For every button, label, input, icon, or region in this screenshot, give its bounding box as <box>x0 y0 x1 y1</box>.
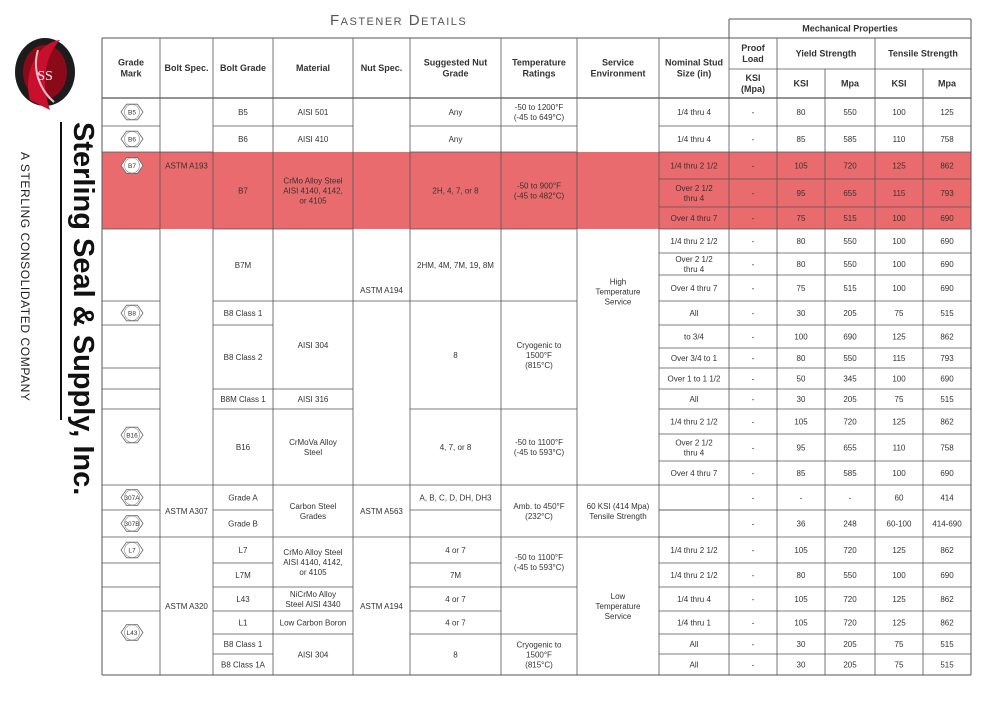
size-cell-13: 1/4 thru 2 1/2 <box>670 417 718 427</box>
nut-grade-l-b8: 8 <box>453 650 458 660</box>
grade-mark-l43: L43 <box>126 630 138 637</box>
tensile-ksi-13: 125 <box>892 417 906 427</box>
size-cell-12: All <box>689 394 699 404</box>
nut-grade-b5: Any <box>448 107 463 117</box>
bolt-grade-b5: B5 <box>238 107 248 117</box>
size-cell-0: 1/4 thru 4 <box>677 107 711 117</box>
size-cell-6: Over 2 1/2 thru 4 <box>675 254 713 274</box>
yield-mpa-12: 205 <box>843 395 857 404</box>
tensile-mpa-0: 125 <box>940 108 954 117</box>
bolt-grade-b: Grade B <box>228 519 258 529</box>
grade-mark-b7: B7 <box>128 163 136 170</box>
tensile-ksi-3: 115 <box>892 189 906 198</box>
yield-ksi-23: 30 <box>796 660 806 670</box>
proof-load-17: - <box>751 519 755 529</box>
bolt-grade-l43: L43 <box>236 594 250 604</box>
tensile-ksi-20: 125 <box>892 595 906 604</box>
bolt-grade-l7m: L7M <box>235 570 251 580</box>
yield-mpa-16: - <box>848 493 852 503</box>
nut-grade-l43: 4 or 7 <box>445 594 466 604</box>
proof-load-20: - <box>751 595 755 604</box>
size-cell-5: 1/4 thru 2 1/2 <box>670 236 718 246</box>
proof-load-5: - <box>751 237 755 246</box>
proof-load-15: - <box>751 469 755 478</box>
bolt-spec-a320: ASTM A320 <box>165 601 208 611</box>
tensile-mpa-19: 690 <box>940 571 954 580</box>
yield-ksi-6: 80 <box>796 260 806 269</box>
nut-grade-b6: Any <box>448 134 463 144</box>
tensile-ksi-5: 100 <box>892 237 906 246</box>
size-cell-20: 1/4 thru 4 <box>677 594 711 604</box>
header-tensile: Tensile Strength <box>888 48 958 59</box>
proof-load-7: - <box>751 284 755 293</box>
size-cell-1: 1/4 thru 4 <box>677 134 711 144</box>
tensile-mpa-9: 862 <box>940 332 954 342</box>
header-nut-grade: Suggested Nut Grade <box>423 57 488 79</box>
proof-load-1: - <box>751 135 755 144</box>
size-cell-3: Over 2 1/2 thru 4 <box>675 183 713 203</box>
tensile-ksi-6: 100 <box>892 260 906 269</box>
size-cell-21: 1/4 thru 1 <box>677 618 711 628</box>
nut-grade-b8: 8 <box>453 350 458 360</box>
grade-mark-b5: B5 <box>128 109 136 117</box>
yield-mpa-5: 550 <box>843 237 857 246</box>
tensile-ksi-21: 125 <box>892 618 906 628</box>
bolt-grade-b8-class1: B8 Class 1 <box>223 308 263 318</box>
material-aisi304-l: AISI 304 <box>297 650 329 660</box>
size-cell-10: Over 3/4 to 1 <box>670 353 718 363</box>
tensile-mpa-3: 793 <box>940 189 954 198</box>
tensile-mpa-14: 758 <box>940 443 954 453</box>
tensile-mpa-15: 690 <box>940 469 954 478</box>
company-name: Sterling Seal & Supply, Inc. <box>67 122 99 496</box>
size-cell-8: All <box>689 308 699 318</box>
tensile-mpa-18: 862 <box>940 546 954 555</box>
nut-grade-l7: 4 or 7 <box>445 545 466 555</box>
bolt-spec-a307: ASTM A307 <box>165 506 208 516</box>
header-grade-mark: Grade Mark <box>117 57 145 79</box>
nut-grade-b7: 2H, 4, 7, or 8 <box>432 186 479 196</box>
size-cell-9: to 3/4 <box>683 332 705 342</box>
yield-ksi-22: 30 <box>796 640 806 649</box>
proof-load-11: - <box>751 374 755 384</box>
proof-load-18: - <box>751 546 755 555</box>
material-aisi501: AISI 501 <box>297 107 329 117</box>
yield-mpa-18: 720 <box>843 546 857 555</box>
header-temperature: Temperature Ratings <box>512 57 566 79</box>
yield-mpa-9: 690 <box>843 332 857 342</box>
tensile-mpa-12: 515 <box>940 395 954 404</box>
tensile-mpa-21: 862 <box>940 618 954 628</box>
yield-ksi-3: 95 <box>796 189 806 198</box>
nut-grade-b16: 4, 7, or 8 <box>439 442 472 452</box>
size-cell-4: Over 4 thru 7 <box>670 213 718 223</box>
temp-b16: -50 to 1100°F (-45 to 593°C) <box>513 437 565 457</box>
size-cell-11: Over 1 to 1 1/2 <box>667 374 721 384</box>
header-bolt-spec: Bolt Spec. <box>164 63 209 74</box>
bolt-spec-a193: ASTM A193 <box>165 161 208 171</box>
header-proof-load: Proof Load <box>741 43 765 65</box>
temp-b7: -50 to 900°F (-45 to 482°C) <box>513 181 565 201</box>
header-nut-spec: Nut Spec. <box>360 63 403 74</box>
size-cell-7: Over 4 thru 7 <box>670 283 718 293</box>
yield-mpa-22: 205 <box>843 640 857 649</box>
proof-load-8: - <box>751 309 755 318</box>
page-title: Fastener Details <box>330 12 468 29</box>
tensile-ksi-14: 110 <box>892 443 906 453</box>
bolt-grade-b8-class2: B8 Class 2 <box>223 352 263 362</box>
header-material: Material <box>295 63 331 74</box>
material-crmo-b7: CrMo Alloy Steel AISI 4140, 4142, or 4105 <box>283 176 343 206</box>
tensile-mpa-16: 414 <box>940 493 954 503</box>
temp-l7: -50 to 1100°F (-45 to 593°C) <box>513 552 565 572</box>
material-nicrmo: NiCrMo Alloy Steel AISI 4340 <box>285 589 341 609</box>
bolt-grade-b6: B6 <box>238 134 248 144</box>
yield-ksi-2: 105 <box>794 161 808 171</box>
logo-letters: SS <box>37 69 53 84</box>
yield-mpa-4: 515 <box>843 214 857 223</box>
proof-load-16: - <box>751 493 755 503</box>
yield-mpa-2: 720 <box>843 161 857 171</box>
header-size: Nominal Stud Size (in) <box>665 57 723 79</box>
service-low-temp: Low Temperature Service <box>595 591 641 621</box>
material-crmova: CrMoVa Alloy Steel <box>289 437 337 457</box>
yield-ksi-18: 105 <box>794 546 808 555</box>
tensile-mpa-2: 862 <box>940 161 954 171</box>
tensile-ksi-16: 60 <box>894 493 904 503</box>
tensile-mpa-22: 515 <box>940 640 954 649</box>
yield-mpa-14: 655 <box>843 443 857 453</box>
tensile-ksi-22: 75 <box>894 640 904 649</box>
header-yield: Yield Strength <box>795 48 857 59</box>
service-a307: 60 KSI (414 Mpa) Tensile Strength <box>586 501 650 521</box>
tensile-mpa-11: 690 <box>940 374 954 384</box>
material-carbon-steel: Carbon Steel Grades <box>289 501 337 521</box>
tensile-mpa-10: 793 <box>940 354 954 363</box>
bolt-grade-a: Grade A <box>228 493 258 503</box>
material-aisi304: AISI 304 <box>297 340 329 350</box>
material-crmo-l7: CrMo Alloy Steel AISI 4140, 4142, or 4105 <box>283 547 343 577</box>
bolt-grade-b16: B16 <box>235 442 251 452</box>
yield-mpa-10: 550 <box>843 354 857 363</box>
yield-mpa-17: 248 <box>843 519 857 529</box>
header-bolt-grade: Bolt Grade <box>219 63 267 74</box>
tensile-mpa-6: 690 <box>940 260 954 269</box>
proof-load-12: - <box>751 395 755 404</box>
yield-mpa-8: 205 <box>843 309 857 318</box>
tensile-ksi-18: 125 <box>892 546 906 555</box>
nut-spec-a194: ASTM A194 <box>360 286 403 295</box>
size-cell-22: All <box>689 639 699 649</box>
proof-load-9: - <box>751 332 755 342</box>
proof-load-19: - <box>751 571 755 580</box>
tensile-ksi-0: 100 <box>892 108 906 117</box>
yield-ksi-13: 105 <box>794 417 808 427</box>
header-mechanical: Mechanical Properties <box>802 23 898 34</box>
yield-ksi-8: 30 <box>796 309 806 318</box>
header-tensile-ksi: KSI <box>891 78 907 89</box>
yield-mpa-13: 720 <box>843 417 857 427</box>
material-aisi316: AISI 316 <box>297 394 329 404</box>
header-service: Service Environment <box>590 57 646 79</box>
tensile-ksi-4: 100 <box>892 214 906 223</box>
yield-ksi-10: 80 <box>796 354 806 363</box>
tensile-mpa-5: 690 <box>940 237 954 246</box>
service-high-temp: High Temperature Service <box>595 277 641 307</box>
tensile-mpa-8: 515 <box>940 309 954 318</box>
material-aisi410: AISI 410 <box>297 134 329 144</box>
yield-ksi-17: 36 <box>796 519 806 529</box>
tensile-ksi-9: 125 <box>892 332 906 342</box>
bolt-grade-b8m: B8M Class 1 <box>220 394 266 404</box>
proof-load-3: - <box>751 189 755 198</box>
proof-load-22: - <box>751 640 755 649</box>
size-cell-2: 1/4 thru 2 1/2 <box>670 161 718 171</box>
proof-load-23: - <box>751 660 755 670</box>
yield-ksi-21: 105 <box>794 618 808 628</box>
yield-ksi-19: 80 <box>796 571 806 580</box>
yield-mpa-19: 550 <box>843 571 857 580</box>
bolt-grade-l-b8-class1a: B8 Class 1A <box>220 660 266 670</box>
grade-mark-b6: B6 <box>128 136 136 144</box>
nut-grade-l7m: 7M <box>449 570 462 580</box>
tensile-ksi-1: 110 <box>892 135 906 144</box>
tensile-mpa-17: 414-690 <box>932 519 962 529</box>
yield-ksi-20: 105 <box>794 595 808 604</box>
tensile-ksi-7: 100 <box>892 284 906 293</box>
bolt-grade-l-b8-class1: B8 Class 1 <box>223 639 263 649</box>
yield-mpa-23: 205 <box>843 660 857 670</box>
size-cell-19: 1/4 thru 2 1/2 <box>670 570 718 580</box>
tensile-mpa-4: 690 <box>940 214 954 223</box>
tensile-mpa-20: 862 <box>940 595 954 604</box>
yield-mpa-21: 720 <box>843 618 857 628</box>
nut-spec-a194-l: ASTM A194 <box>360 601 403 611</box>
tensile-ksi-8: 75 <box>894 309 904 318</box>
yield-mpa-0: 550 <box>843 108 857 117</box>
tensile-ksi-2: 125 <box>892 161 906 171</box>
header-tensile-mpa: Mpa <box>938 78 956 89</box>
yield-ksi-1: 85 <box>796 135 806 144</box>
bolt-grade-b7: B7 <box>238 186 248 196</box>
tensile-ksi-17: 60-100 <box>886 519 912 529</box>
yield-mpa-7: 515 <box>843 284 857 293</box>
yield-mpa-11: 345 <box>843 374 857 384</box>
header-yield-ksi: KSI <box>793 78 809 89</box>
yield-ksi-15: 85 <box>796 469 806 478</box>
tensile-ksi-15: 100 <box>892 469 906 478</box>
yield-ksi-11: 50 <box>796 374 806 384</box>
temp-a307: Amb. to 450°F (232°C) <box>513 501 565 521</box>
tensile-ksi-11: 100 <box>892 374 906 384</box>
bolt-grade-l1: L1 <box>238 618 248 628</box>
tensile-mpa-13: 862 <box>940 417 954 427</box>
proof-load-14: - <box>751 443 755 453</box>
nut-grade-a563: A, B, C, D, DH, DH3 <box>419 493 492 503</box>
size-cell-14: Over 2 1/2 thru 4 <box>675 438 713 458</box>
yield-ksi-16: - <box>799 493 803 503</box>
header-proof-unit: KSI (Mpa) <box>741 73 765 95</box>
yield-ksi-9: 100 <box>794 332 808 342</box>
proof-load-0: - <box>751 108 755 117</box>
material-low-carbon: Low Carbon Boron <box>279 618 347 628</box>
nut-grade-b7m: 2HM, 4M, 7M, 19, 8M <box>417 260 494 270</box>
proof-load-10: - <box>751 354 755 363</box>
proof-load-13: - <box>751 417 755 427</box>
proof-load-2: - <box>751 161 755 171</box>
size-cell-15: Over 4 thru 7 <box>670 468 718 478</box>
nut-grade-l1: 4 or 7 <box>445 618 466 628</box>
size-cell-23: All <box>689 660 699 670</box>
grade-mark-l7: L7 <box>128 547 136 555</box>
grade-mark-307a: 307A <box>124 495 140 502</box>
yield-mpa-6: 550 <box>843 260 857 269</box>
header-yield-mpa: Mpa <box>841 78 859 89</box>
tensile-ksi-23: 75 <box>894 660 904 670</box>
bolt-grade-b7m: B7M <box>234 260 252 270</box>
bolt-grade-l7: L7 <box>238 545 248 555</box>
grade-mark-307b: 307B <box>124 521 140 528</box>
temp-cryogenic-b8: Cryogenic to 1500°F (815°C) <box>516 340 562 370</box>
size-cell-18: 1/4 thru 2 1/2 <box>670 545 718 555</box>
yield-ksi-4: 75 <box>796 214 806 223</box>
temp-cryogenic-l: Cryogenic to 1500°F (815°C) <box>516 640 562 670</box>
grade-mark-b8: B8 <box>128 310 136 318</box>
proof-load-21: - <box>751 618 755 628</box>
yield-ksi-7: 75 <box>796 284 806 293</box>
tensile-mpa-7: 690 <box>940 284 954 293</box>
nut-spec-a563: ASTM A563 <box>360 506 403 516</box>
yield-ksi-0: 80 <box>796 108 806 117</box>
yield-mpa-3: 655 <box>843 189 857 198</box>
proof-load-4: - <box>751 214 755 223</box>
tensile-mpa-23: 515 <box>940 660 954 670</box>
tensile-mpa-1: 758 <box>940 135 954 144</box>
company-tagline: A STERLING CONSOLIDATED COMPANY <box>18 152 32 402</box>
tensile-ksi-19: 100 <box>892 571 906 580</box>
yield-mpa-15: 585 <box>843 469 857 478</box>
yield-ksi-12: 30 <box>796 395 806 404</box>
temp-b5: -50 to 1200°F (-45 to 649°C) <box>513 102 565 122</box>
grade-mark-b16: B16 <box>126 432 138 440</box>
yield-ksi-14: 95 <box>796 443 806 453</box>
yield-ksi-5: 80 <box>796 237 806 246</box>
proof-load-6: - <box>751 260 755 269</box>
yield-mpa-1: 585 <box>843 135 857 144</box>
tensile-ksi-12: 75 <box>894 395 904 404</box>
tensile-ksi-10: 115 <box>892 354 906 363</box>
yield-mpa-20: 720 <box>843 595 857 604</box>
